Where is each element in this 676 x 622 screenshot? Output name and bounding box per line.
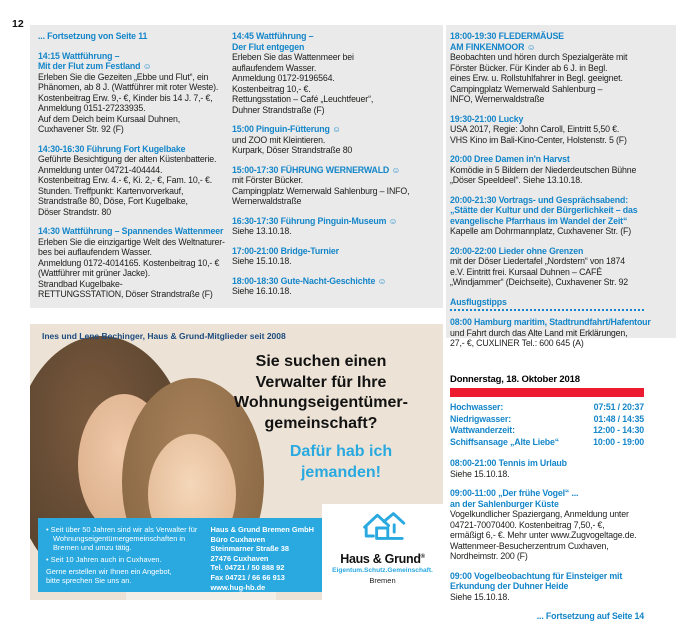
event-text: Kostenbeitrag Erw. 4.- €, Ki. 2,- €, Fam. 10,- €. <box>38 175 213 185</box>
ad-address-line: Steinmarner Straße 38 <box>210 544 289 554</box>
event-text: Auf dem Deich beim Kursaal Duhnen, <box>38 113 181 124</box>
events-column-3 <box>450 31 651 622</box>
event-text: USA 2017, Regie: John Caroll, Eintritt 5,50 €. <box>450 124 620 134</box>
event-title: „Stätte der Kultur und der Bürgerlichkeit – das <box>450 205 638 215</box>
event-title: 09:00-11:00 „Der frühe Vogel“ ... <box>450 488 579 498</box>
event-title: 08:00-21:00 Tennis im Urlaub <box>450 458 567 468</box>
haus-und-grund-logo-icon <box>359 510 407 546</box>
event-title: AM FINKENMOOR ☺ <box>450 41 536 52</box>
ad-address-line: www.hug-hb.de <box>210 582 266 592</box>
event-text: e.V. Eintritt frei. Kursaal Duhnen – CAFÉ <box>450 266 602 277</box>
date-header: Donnerstag, 18. Oktober 2018 <box>450 373 580 385</box>
event-text: Wernerwaldstraße <box>232 196 302 206</box>
event-text: Strandbad Kugelbake- <box>38 278 123 289</box>
event-text: „Döser Speeldeel“. Siehe 13.10.18. <box>450 175 583 185</box>
ad-closing-line: bitte sprechen Sie uns an. <box>46 576 132 585</box>
event-text: Siehe 15.10.18. <box>232 256 292 266</box>
event-text: Komödie in 5 Bildern der Niederdeutschen Bühne <box>450 164 637 175</box>
event-text: Campingplatz Wernerwald Sahlenburg – INFO, <box>232 185 410 196</box>
event-text: Siehe 15.10.18. <box>450 591 510 602</box>
event-title: 14:15 Wattführung – <box>38 50 120 61</box>
event-text: Wattenmeer-Besucherzentrum Cuxhaven, <box>450 540 609 551</box>
tide-label: Schiffsansage „Alte Liebe“ <box>450 436 560 447</box>
event-text: Siehe 16.10.18. <box>232 286 292 296</box>
event-item <box>232 246 440 267</box>
event-title: Erkundung der Duhner Heide <box>450 581 569 591</box>
event-title: 09:00 Vogelbeobachtung für Einsteiger mit <box>450 570 623 581</box>
event-title: 16:30-17:30 Führung Pinguin-Museum ☺ <box>232 215 398 226</box>
tide-value: 12:00 - 14:30 <box>593 425 644 435</box>
ad-logo-region: Bremen <box>369 576 396 585</box>
event-title: 19:30-21:00 Lucky <box>450 113 524 124</box>
event-text: und ZOO mit Kleintieren. <box>232 134 326 145</box>
tide-label: Hochwasser: <box>450 402 504 412</box>
tide-row <box>450 425 644 437</box>
event-text: Duhner Strandstraße (F) <box>232 104 325 115</box>
tide-label: Wattwanderzeit: <box>450 425 515 435</box>
ad-bullet-item: • Seit über 50 Jahren sind wir als Verwalter für Wohnungseigentümergemeinschaften in Bremen und umzu tätig. <box>46 525 201 552</box>
event-title: 14:45 Wattführung – <box>232 31 314 41</box>
ad-headline-line: Verwalter für Ihre <box>255 373 387 391</box>
tide-row <box>450 402 644 414</box>
event-title: 20:00-22:00 Lieder ohne Grenzen <box>450 245 584 256</box>
event-item <box>450 154 644 186</box>
events-column-1 <box>38 31 224 309</box>
event-text: Stunden. Treffpunkt: Kartenvorverkauf, <box>38 185 184 196</box>
event-item <box>450 458 644 479</box>
event-text: 27,- €, CUXLINER Tel.: 600 645 (A) <box>450 338 584 348</box>
ad-closing-line: Gerne erstellen wir Ihnen ein Angebot, <box>46 567 172 576</box>
event-title: 18:00-19:30 FLEDERMÄUSE <box>450 31 564 41</box>
advert-haus-und-grund <box>30 324 443 600</box>
event-title: 17:00-21:00 Bridge-Turnier <box>232 245 339 256</box>
event-title: 18:00-18:30 Gute-Nacht-Geschichte ☺ <box>232 275 387 286</box>
event-text: Kostenbeitrag 10,- €. <box>232 83 311 94</box>
date-accent-bar <box>450 388 644 397</box>
event-text: VHS Kino im Bali-Kino-Center, Holstenstr. 5 (F) <box>450 134 627 145</box>
event-text: „Windjammer“ (Deichseite), Cuxhavener Str. 92 <box>450 277 629 287</box>
tide-row <box>450 414 644 426</box>
event-text: und Fahrt durch das Alte Land mit Erklärungen, <box>450 327 628 338</box>
event-text: Siehe 13.10.18. <box>232 226 292 236</box>
event-item <box>232 124 440 156</box>
event-text: Erleben Sie die einzigartige Welt des Weltnaturer- <box>38 236 225 247</box>
event-text: Vogelkundlicher Spaziergang, Anmeldung unter <box>450 509 629 519</box>
event-item <box>450 31 644 105</box>
event-item <box>232 276 440 297</box>
ad-headline-line: gemeinschaft? <box>264 414 378 432</box>
event-title: 20:00-21:30 Vortrags- und Gesprächsabend: <box>450 194 628 205</box>
event-text: auflaufendem Wasser. <box>232 62 317 73</box>
ad-bullet-list <box>46 525 201 586</box>
ad-address-block <box>210 525 314 592</box>
event-title: an der Sahlenburger Küste <box>450 498 559 509</box>
event-text: (Wattführer mit grüner Jacke). <box>38 268 151 278</box>
event-title: Mit der Flut zum Festland ☺ <box>38 61 152 71</box>
ad-tagline-line: jemanden! <box>300 463 381 481</box>
event-text: Rettungsstation – Café „Leuchtfeuer“, <box>232 94 374 104</box>
event-item <box>38 51 224 135</box>
registered-mark: ® <box>420 553 425 560</box>
event-title: 20:00 Dree Damen in'n Harvst <box>450 154 570 164</box>
event-title: Der Flut entgegen <box>232 41 305 52</box>
ad-info-box <box>38 518 322 592</box>
event-text: Anmeldung 0172-4014165. Kostenbeitrag 10,- € <box>38 257 220 268</box>
event-item <box>450 488 644 562</box>
event-text: Beobachten und hören durch Spezialgeräte mit <box>450 52 628 62</box>
ad-address-line: Büro Cuxhaven <box>210 534 266 544</box>
ad-headline-line: Wohnungseigentümer- <box>234 394 408 411</box>
ad-headline <box>198 352 443 434</box>
event-text: Erleben Sie die Gezeiten „Ebbe und Flut“, ein <box>38 71 209 82</box>
event-text: Campingplatz Wernerwald Sahlenburg – <box>450 83 603 94</box>
event-text: RETTUNGSSTATION, Döser Strandstraße (F) <box>38 289 213 299</box>
event-text: Anmeldung 0151-27233935. <box>38 103 146 113</box>
event-title: 14:30 Wattführung – Spannendes Wattenmeer <box>38 226 224 236</box>
event-item <box>232 216 440 237</box>
continuation-note: ... Fortsetzung von Seite 11 <box>38 31 148 41</box>
event-text: Kurpark, Döser Strandstraße 80 <box>232 145 353 155</box>
ad-address-line: Haus & Grund Bremen GmbH <box>210 525 314 534</box>
event-text: Phänomen, ab 8 J. (Wattführer mit roter Weste). <box>38 82 219 92</box>
event-text: bes bei auflaufendem Wasser. <box>38 247 152 257</box>
tide-row <box>450 437 644 449</box>
events-column-2 <box>232 31 440 306</box>
event-item <box>232 165 440 207</box>
event-item <box>450 317 651 349</box>
ad-headline-line: Sie suchen einen <box>255 353 387 370</box>
event-text: Kapelle am Dohrmannplatz, Cuxhavener Str. (F) <box>450 226 632 236</box>
event-text: Kostenbeitrag Erw. 9,- €, Kinder bis 14 J. 7,- €, <box>38 92 213 103</box>
tide-value: 01:48 / 14:35 <box>593 413 644 424</box>
ad-logo-tagline: Eigentum.Schutz.Gemeinschaft. <box>332 567 433 574</box>
event-text: 04721-70070400. Kostenbeitrag 7,50,- €, <box>450 519 605 530</box>
ad-bullet-item: • Seit 10 Jahren auch in Cuxhaven. <box>46 555 201 564</box>
ad-logo-box <box>322 504 443 600</box>
event-text: Erleben Sie das Wattenmeer bei <box>232 52 354 62</box>
tide-value: 07:51 / 20:37 <box>593 402 644 412</box>
event-item <box>450 114 644 146</box>
event-text: Anmeldung unter 04721-404444. <box>38 164 163 175</box>
tide-label: Niedrigwasser: <box>450 413 511 424</box>
event-text: Förster Bücker. Für Kinder ab 6 J. in Begl. <box>450 62 608 73</box>
event-title: 08:00 Hamburg maritim, Stadtrundfahrt/Hafentour <box>450 317 651 327</box>
page-number: 12 <box>12 18 24 30</box>
event-title: 14:30-16:30 Führung Fort Kugelbake <box>38 143 186 154</box>
tide-value: 10:00 - 19:00 <box>593 436 644 447</box>
event-text: eines Erw. u. Rollstuhlfahrer in Begl. geeignet. <box>450 73 623 83</box>
event-title: 15:00-17:30 FÜHRUNG WERNERWALD ☺ <box>232 164 401 175</box>
event-item <box>232 31 440 115</box>
event-item <box>450 195 644 237</box>
event-item <box>450 246 644 288</box>
ad-caption: Ines und Lene Bechinger, Haus & Grund-Mitglieder seit 2008 <box>42 331 286 341</box>
event-text: Nordheimstr. 200 (F) <box>450 551 528 561</box>
event-text: Anmeldung 0172-9196564. <box>232 73 335 83</box>
tide-table <box>450 402 644 448</box>
event-text: mit der Döser Liedertafel „Nordstern“ von 1874 <box>450 256 625 266</box>
event-text: Strandstraße 80, Döse, Fort Kugelbake, <box>38 196 188 206</box>
event-title: evangelische Pfarrhaus im Wandel der Zeit“ <box>450 215 628 226</box>
ad-address-line: Tel. 04721 / 50 888 92 <box>210 563 285 573</box>
event-item <box>450 571 644 603</box>
event-text: INFO, Wernerwaldstraße <box>450 94 545 104</box>
ad-tagline <box>238 442 443 483</box>
ad-address-line: 27476 Cuxhaven <box>210 553 269 563</box>
event-text: Geführte Besichtigung der alten Küstenbatterie. <box>38 154 217 164</box>
event-item <box>38 226 224 300</box>
section-heading-ausflugstipps: Ausflugstipps <box>450 297 644 312</box>
event-text: Döser Strandstr. 80 <box>38 206 111 217</box>
event-text: Siehe 15.10.18. <box>450 468 510 479</box>
event-text: mit Förster Bücker. <box>232 175 303 185</box>
event-title: 15:00 Pinguin-Fütterung ☺ <box>232 124 341 134</box>
event-text: Cuxhavener Str. 92 (F) <box>38 124 124 134</box>
ad-address-line: Fax 04721 / 66 66 913 <box>210 572 285 582</box>
ad-logo-name: Haus & Grund® <box>340 552 425 566</box>
ad-tagline-line: Dafür hab ich <box>289 443 393 460</box>
continuation-note: ... Fortsetzung auf Seite 14 <box>536 611 644 621</box>
event-item <box>38 144 224 218</box>
event-text: ermäßigt 6,- €. Mehr unter www.Zugvogeltage.de. <box>450 530 637 540</box>
